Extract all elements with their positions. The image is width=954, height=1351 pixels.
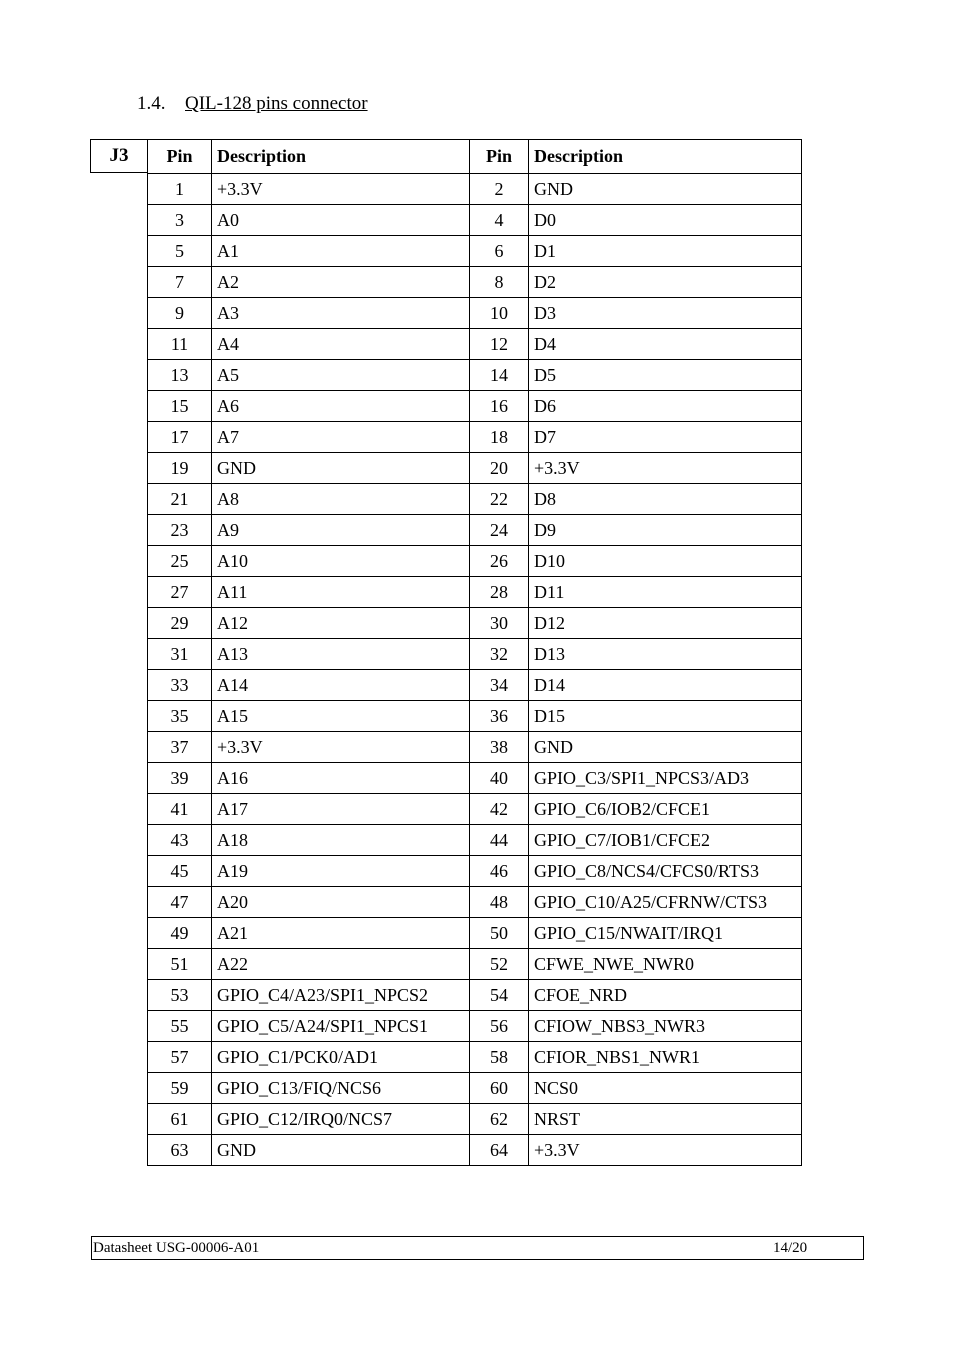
cell-pin-left: 51 [148,949,212,980]
cell-description-left: A16 [212,763,470,794]
cell-pin-left: 7 [148,267,212,298]
cell-description-left: A18 [212,825,470,856]
cell-pin-right: 28 [470,577,529,608]
cell-description-right: D10 [529,546,802,577]
page-footer [91,1236,864,1260]
cell-description-right: CFWE_NWE_NWR0 [529,949,802,980]
table-row [148,453,802,484]
cell-description-right: D13 [529,639,802,670]
cell-description-right: D2 [529,267,802,298]
cell-pin-left: 25 [148,546,212,577]
table-row [148,1011,802,1042]
cell-description-right: NRST [529,1104,802,1135]
cell-description-left: A15 [212,701,470,732]
cell-description-right: GPIO_C7/IOB1/CFCE2 [529,825,802,856]
cell-pin-left: 29 [148,608,212,639]
table-row [148,825,802,856]
cell-pin-right: 60 [470,1073,529,1104]
cell-description-left: A19 [212,856,470,887]
cell-description-left: A13 [212,639,470,670]
cell-pin-left: 61 [148,1104,212,1135]
cell-pin-left: 1 [148,174,212,205]
table-row [148,794,802,825]
cell-pin-left: 31 [148,639,212,670]
table-row [148,856,802,887]
cell-description-left: GPIO_C4/A23/SPI1_NPCS2 [212,980,470,1011]
cell-description-left: A14 [212,670,470,701]
table-row [148,701,802,732]
pin-table-body [148,174,802,1166]
cell-pin-right: 4 [470,205,529,236]
cell-pin-right: 14 [470,360,529,391]
cell-pin-right: 2 [470,174,529,205]
cell-description-right: GPIO_C10/A25/CFRNW/CTS3 [529,887,802,918]
table-row [148,918,802,949]
table-row [148,329,802,360]
cell-pin-left: 59 [148,1073,212,1104]
cell-pin-right: 56 [470,1011,529,1042]
cell-description-right: CFIOR_NBS1_NWR1 [529,1042,802,1073]
table-row [148,608,802,639]
cell-description-right: +3.3V [529,1135,802,1166]
table-row [148,1135,802,1166]
cell-description-left: A3 [212,298,470,329]
cell-pin-right: 52 [470,949,529,980]
cell-pin-right: 64 [470,1135,529,1166]
table-row [148,887,802,918]
cell-description-left: A17 [212,794,470,825]
footer-document-id: Datasheet USG-00006-A01 [93,1240,260,1256]
table-row [148,267,802,298]
cell-description-left: A1 [212,236,470,267]
cell-pin-right: 36 [470,701,529,732]
header-pin-right: Pin [470,140,529,174]
cell-pin-left: 3 [148,205,212,236]
cell-description-right: CFIOW_NBS3_NWR3 [529,1011,802,1042]
cell-description-right: GND [529,732,802,763]
cell-pin-left: 15 [148,391,212,422]
cell-description-right: D9 [529,515,802,546]
cell-description-right: D0 [529,205,802,236]
cell-pin-right: 44 [470,825,529,856]
table-row [148,546,802,577]
cell-pin-left: 37 [148,732,212,763]
footer-page-number: 14/20 [773,1240,808,1256]
cell-description-right: D6 [529,391,802,422]
cell-description-left: A11 [212,577,470,608]
cell-pin-right: 8 [470,267,529,298]
table-row [148,205,802,236]
header-description-left: Description [212,140,470,174]
section-heading [137,92,368,116]
table-row [148,298,802,329]
cell-pin-right: 16 [470,391,529,422]
table-row [148,670,802,701]
cell-pin-right: 24 [470,515,529,546]
cell-pin-left: 5 [148,236,212,267]
table-row [148,763,802,794]
cell-pin-right: 6 [470,236,529,267]
cell-pin-right: 20 [470,453,529,484]
pin-table [147,139,802,1166]
cell-pin-left: 35 [148,701,212,732]
cell-pin-left: 43 [148,825,212,856]
cell-pin-left: 49 [148,918,212,949]
cell-pin-left: 17 [148,422,212,453]
cell-pin-right: 50 [470,918,529,949]
cell-pin-right: 34 [470,670,529,701]
cell-description-left: +3.3V [212,174,470,205]
cell-pin-left: 41 [148,794,212,825]
cell-description-right: GND [529,174,802,205]
cell-description-right: D15 [529,701,802,732]
header-description-right: Description [529,140,802,174]
cell-pin-right: 32 [470,639,529,670]
table-row [148,174,802,205]
cell-description-right: D7 [529,422,802,453]
cell-description-left: +3.3V [212,732,470,763]
cell-pin-right: 46 [470,856,529,887]
cell-pin-right: 26 [470,546,529,577]
cell-pin-left: 47 [148,887,212,918]
table-header-row [148,140,802,174]
cell-pin-left: 57 [148,1042,212,1073]
cell-description-left: A8 [212,484,470,515]
cell-pin-left: 55 [148,1011,212,1042]
cell-description-left: A2 [212,267,470,298]
cell-description-left: A9 [212,515,470,546]
cell-description-right: GPIO_C8/NCS4/CFCS0/RTS3 [529,856,802,887]
table-row [148,1104,802,1135]
cell-pin-right: 12 [470,329,529,360]
connector-label: J3 [90,139,147,173]
cell-description-left: A4 [212,329,470,360]
cell-pin-right: 58 [470,1042,529,1073]
table-row [148,639,802,670]
table-row [148,1042,802,1073]
cell-pin-right: 10 [470,298,529,329]
cell-description-left: A7 [212,422,470,453]
cell-pin-left: 13 [148,360,212,391]
cell-description-right: D4 [529,329,802,360]
cell-pin-left: 39 [148,763,212,794]
cell-pin-right: 40 [470,763,529,794]
cell-pin-right: 18 [470,422,529,453]
cell-pin-right: 30 [470,608,529,639]
cell-description-right: D11 [529,577,802,608]
table-row [148,422,802,453]
cell-description-left: A20 [212,887,470,918]
cell-description-left: GND [212,453,470,484]
table-row [148,577,802,608]
section-number: 1.4. [137,93,166,114]
cell-pin-left: 11 [148,329,212,360]
table-row [148,1073,802,1104]
table-row [148,732,802,763]
table-row [148,360,802,391]
cell-description-right: D1 [529,236,802,267]
cell-pin-left: 63 [148,1135,212,1166]
cell-pin-left: 23 [148,515,212,546]
table-row [148,236,802,267]
cell-pin-right: 62 [470,1104,529,1135]
cell-pin-right: 42 [470,794,529,825]
section-title: QIL-128 pins connector [185,93,368,114]
cell-description-left: A6 [212,391,470,422]
cell-pin-right: 38 [470,732,529,763]
cell-pin-left: 21 [148,484,212,515]
cell-pin-left: 9 [148,298,212,329]
cell-description-right: GPIO_C6/IOB2/CFCE1 [529,794,802,825]
cell-description-left: A5 [212,360,470,391]
cell-description-right: NCS0 [529,1073,802,1104]
cell-description-right: D5 [529,360,802,391]
header-pin-left: Pin [148,140,212,174]
table-row [148,980,802,1011]
cell-description-right: D12 [529,608,802,639]
cell-description-right: CFOE_NRD [529,980,802,1011]
cell-description-left: GPIO_C13/FIQ/NCS6 [212,1073,470,1104]
cell-description-left: A0 [212,205,470,236]
cell-description-left: GPIO_C12/IRQ0/NCS7 [212,1104,470,1135]
cell-pin-left: 19 [148,453,212,484]
cell-pin-right: 54 [470,980,529,1011]
cell-description-right: D3 [529,298,802,329]
cell-description-left: GND [212,1135,470,1166]
table-row [148,484,802,515]
cell-description-left: A22 [212,949,470,980]
cell-pin-left: 45 [148,856,212,887]
cell-description-left: GPIO_C5/A24/SPI1_NPCS1 [212,1011,470,1042]
cell-description-right: GPIO_C3/SPI1_NPCS3/AD3 [529,763,802,794]
cell-description-right: D8 [529,484,802,515]
cell-pin-right: 48 [470,887,529,918]
cell-description-left: A10 [212,546,470,577]
cell-description-left: A21 [212,918,470,949]
table-row [148,949,802,980]
cell-description-right: +3.3V [529,453,802,484]
cell-pin-right: 22 [470,484,529,515]
cell-description-left: A12 [212,608,470,639]
cell-description-right: GPIO_C15/NWAIT/IRQ1 [529,918,802,949]
table-row [148,391,802,422]
table-row [148,515,802,546]
cell-pin-left: 27 [148,577,212,608]
cell-description-left: GPIO_C1/PCK0/AD1 [212,1042,470,1073]
cell-description-right: D14 [529,670,802,701]
cell-pin-left: 33 [148,670,212,701]
cell-pin-left: 53 [148,980,212,1011]
